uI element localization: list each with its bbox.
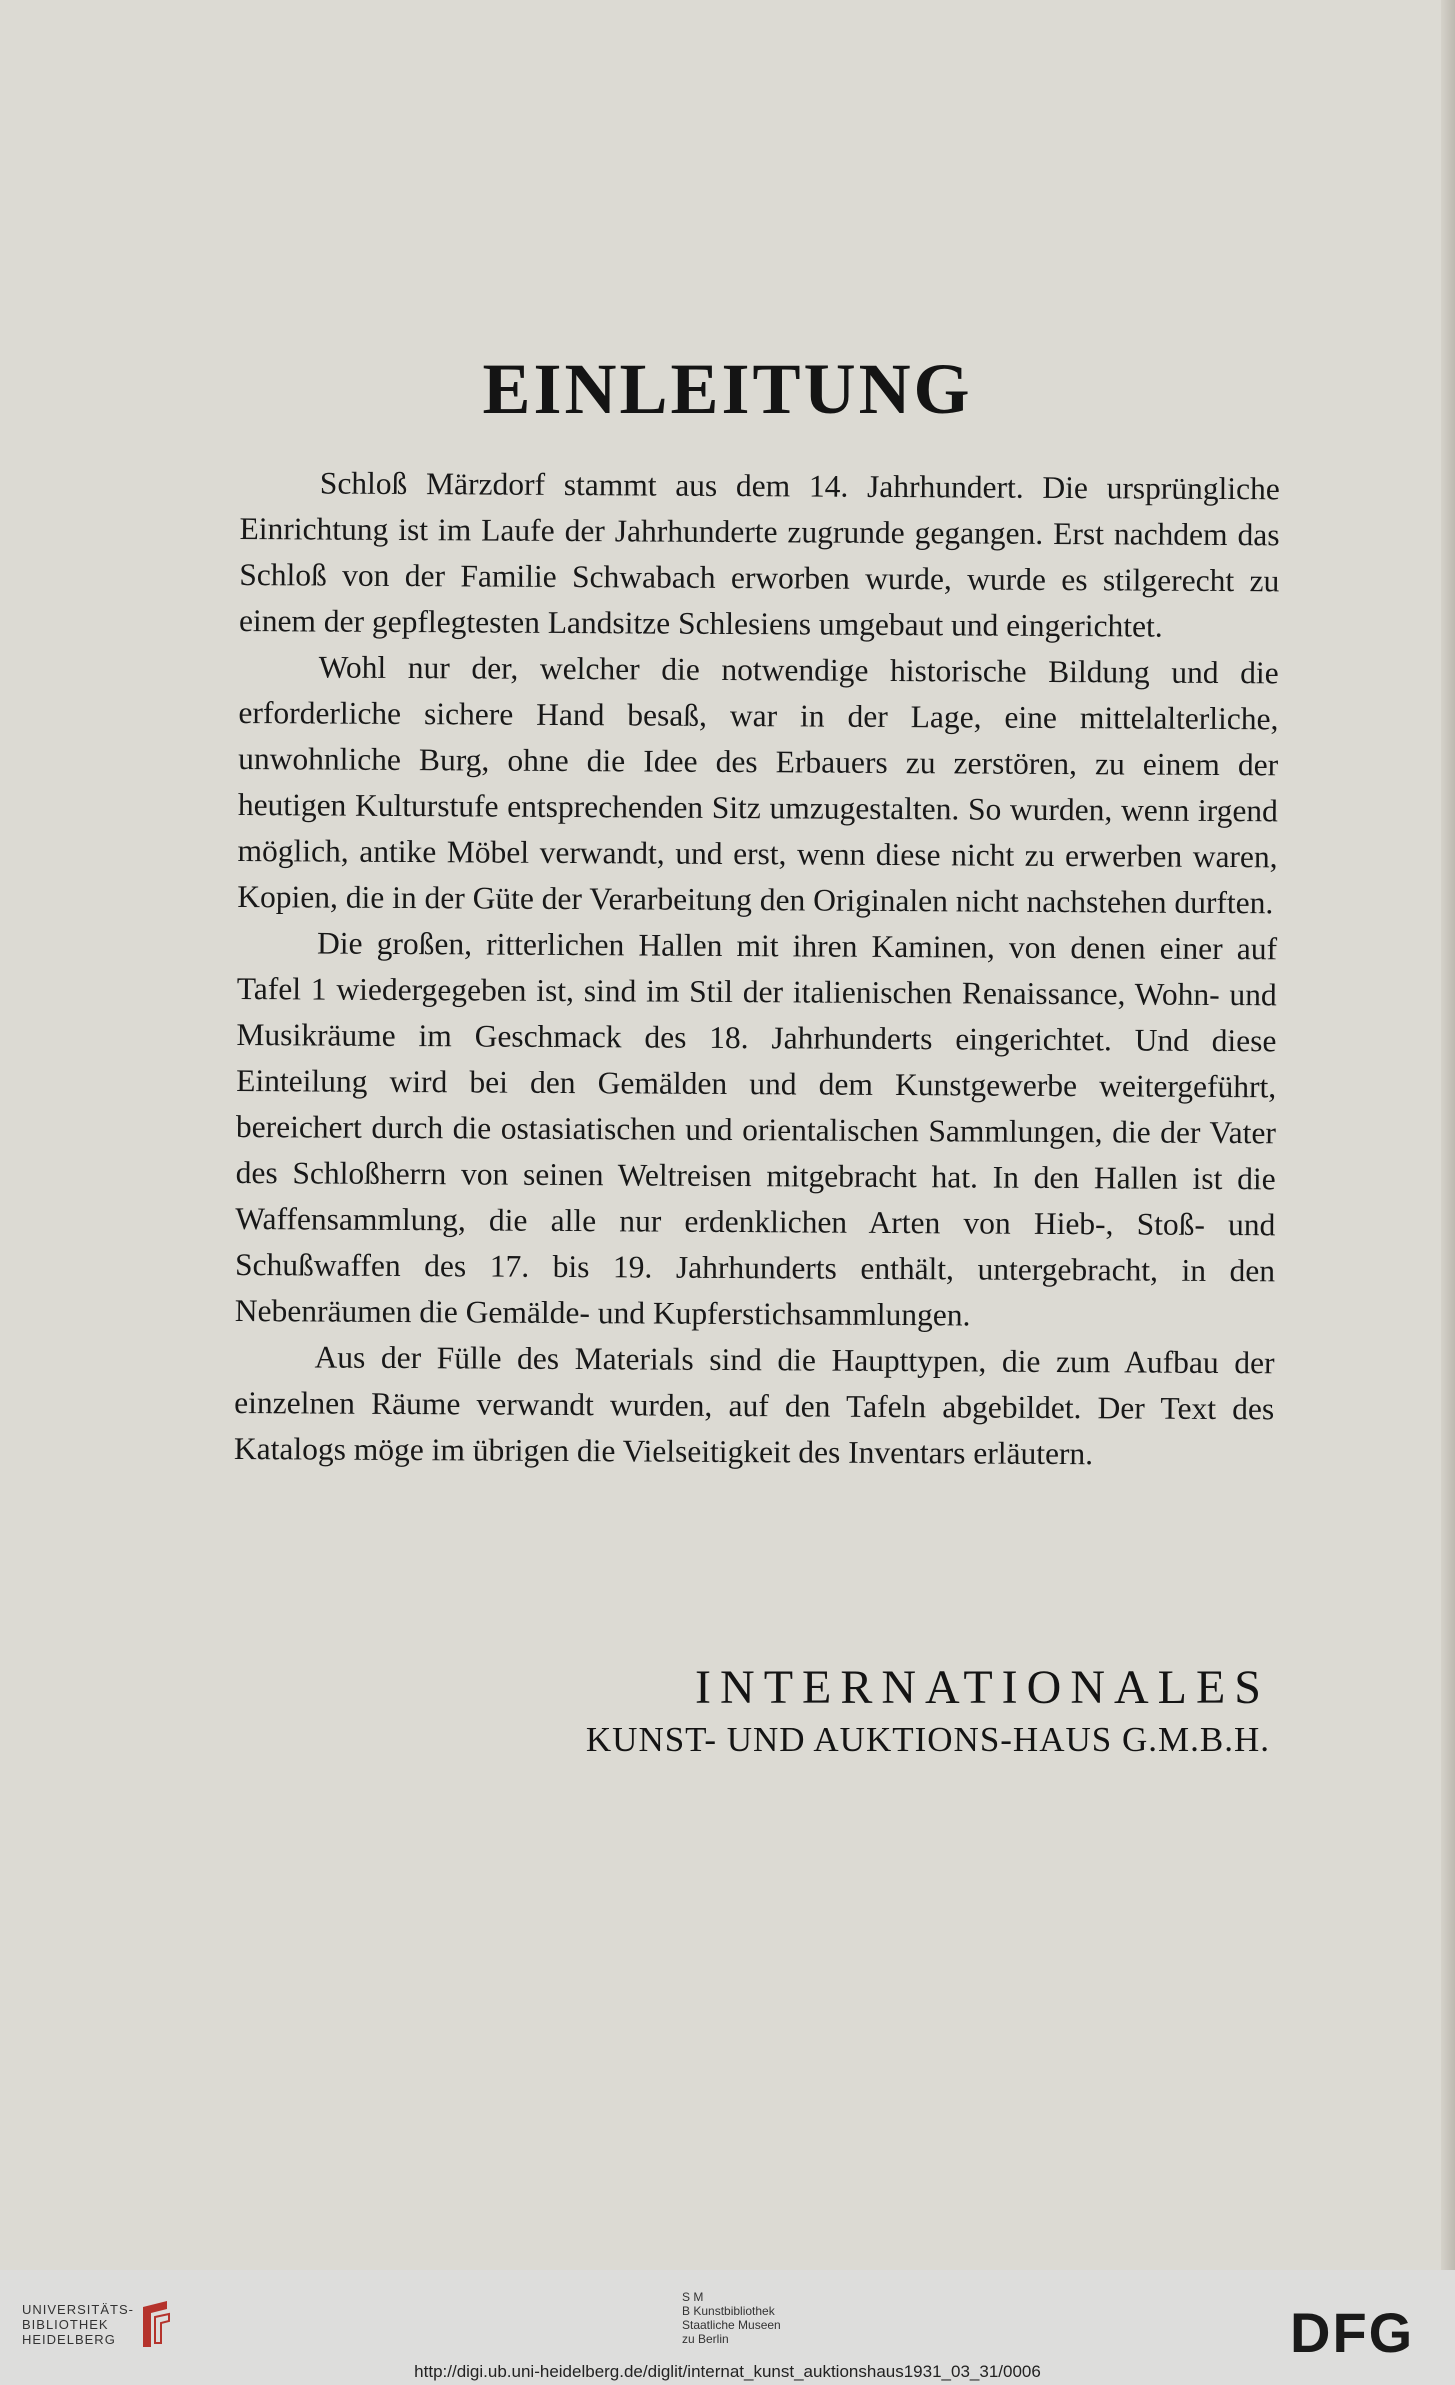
university-line-2: BIBLIOTHEK	[22, 2317, 109, 2332]
holder-line-1: S M	[682, 2290, 704, 2304]
holder-line-4: zu Berlin	[682, 2332, 729, 2346]
paragraph-3: Die großen, ritterlichen Hallen mit ihren Kaminen, von denen einer auf Tafel 1 wiedergegeben ist, sind im Stil der italienischen Renaissance, Wohn- und Musikräume im Geschmack des 18. Jahrhunderts eingerichtet. Und diese Einteilung wird bei den Gemälden und dem Kunstgewerbe weitergeführt, bereichert durch die ostasiatischen und orientalischen Sammlungen, die der Vater des Schloßherrn von seinen Weltreisen mitgebracht hat. In den Hallen ist die Waffensammlung, die alle nur erdenklichen Arten von Hieb-, Stoß- und Schußwaffen des 17. bis 19. Jahrhunderts enthält, untergebracht, in den Nebenräumen die Gemälde- und Kupferstichsammlungen.	[234, 925, 1278, 1333]
body-text	[234, 460, 1280, 1478]
dfg-logo[interactable]: DFG	[1290, 2301, 1415, 2364]
university-mark-icon	[135, 2297, 175, 2352]
holding-institution	[682, 2290, 781, 2346]
university-line-3: HEIDELBERG	[22, 2332, 116, 2347]
page-edge	[1441, 0, 1455, 2270]
university-library-logo[interactable]	[22, 2302, 134, 2347]
page-title: EINLEITUNG	[482, 349, 973, 429]
source-url-link[interactable]: http://digi.ub.uni-heidelberg.de/diglit/internat_kunst_auktionshaus1931_03_31/0006	[414, 2362, 1041, 2381]
holder-line-2: B Kunstbibliothek	[682, 2304, 775, 2318]
paragraph-4: Aus der Fülle des Materials sind die Haupttypen, die zum Aufbau der einzelnen Räume verwandt wurden, auf den Tafeln abgebildet. Der Text des Katalogs möge im übrigen die Vielseitigkeit des Inventars erläutern.	[233, 1339, 1275, 1472]
signature-company-sub: KUNST- UND AUKTIONS-HAUS G.M.B.H.	[585, 1720, 1270, 1759]
university-line-1: UNIVERSITÄTS-	[22, 2302, 134, 2317]
paragraph-1: Schloß Märzdorf stammt aus dem 14. Jahrhundert. Die ursprüngliche Einrichtung ist im Laufe der Jahrhunderte zugrunde gegangen. Erst nachdem das Schloß von der Familie Schwabach erworben wurde, wurde es stilgerecht zu einem der gepflegtesten Landsitze Schlesiens umgebaut und eingerichtet.	[238, 465, 1280, 644]
holder-line-3: Staatliche Museen	[682, 2318, 781, 2332]
signature-company: INTERNATIONALES	[695, 1661, 1270, 1714]
paragraph-2: Wohl nur der, welcher die notwendige historische Bildung und die erforderliche sichere Hand besaß, war in der Lage, eine mittelalterliche, unwohnliche Burg, ohne die Idee des Erbauers zu zerstören, zu einem der heutigen Kulturstufe entsprechenden Sitz umzugestalten. So wurden, wenn irgend möglich, antike Möbel verwandt, und erst, wenn diese nicht zu erwerben waren, Kopien, die in der Güte der Verarbeitung den Originalen nicht nachstehen durften.	[237, 649, 1279, 921]
